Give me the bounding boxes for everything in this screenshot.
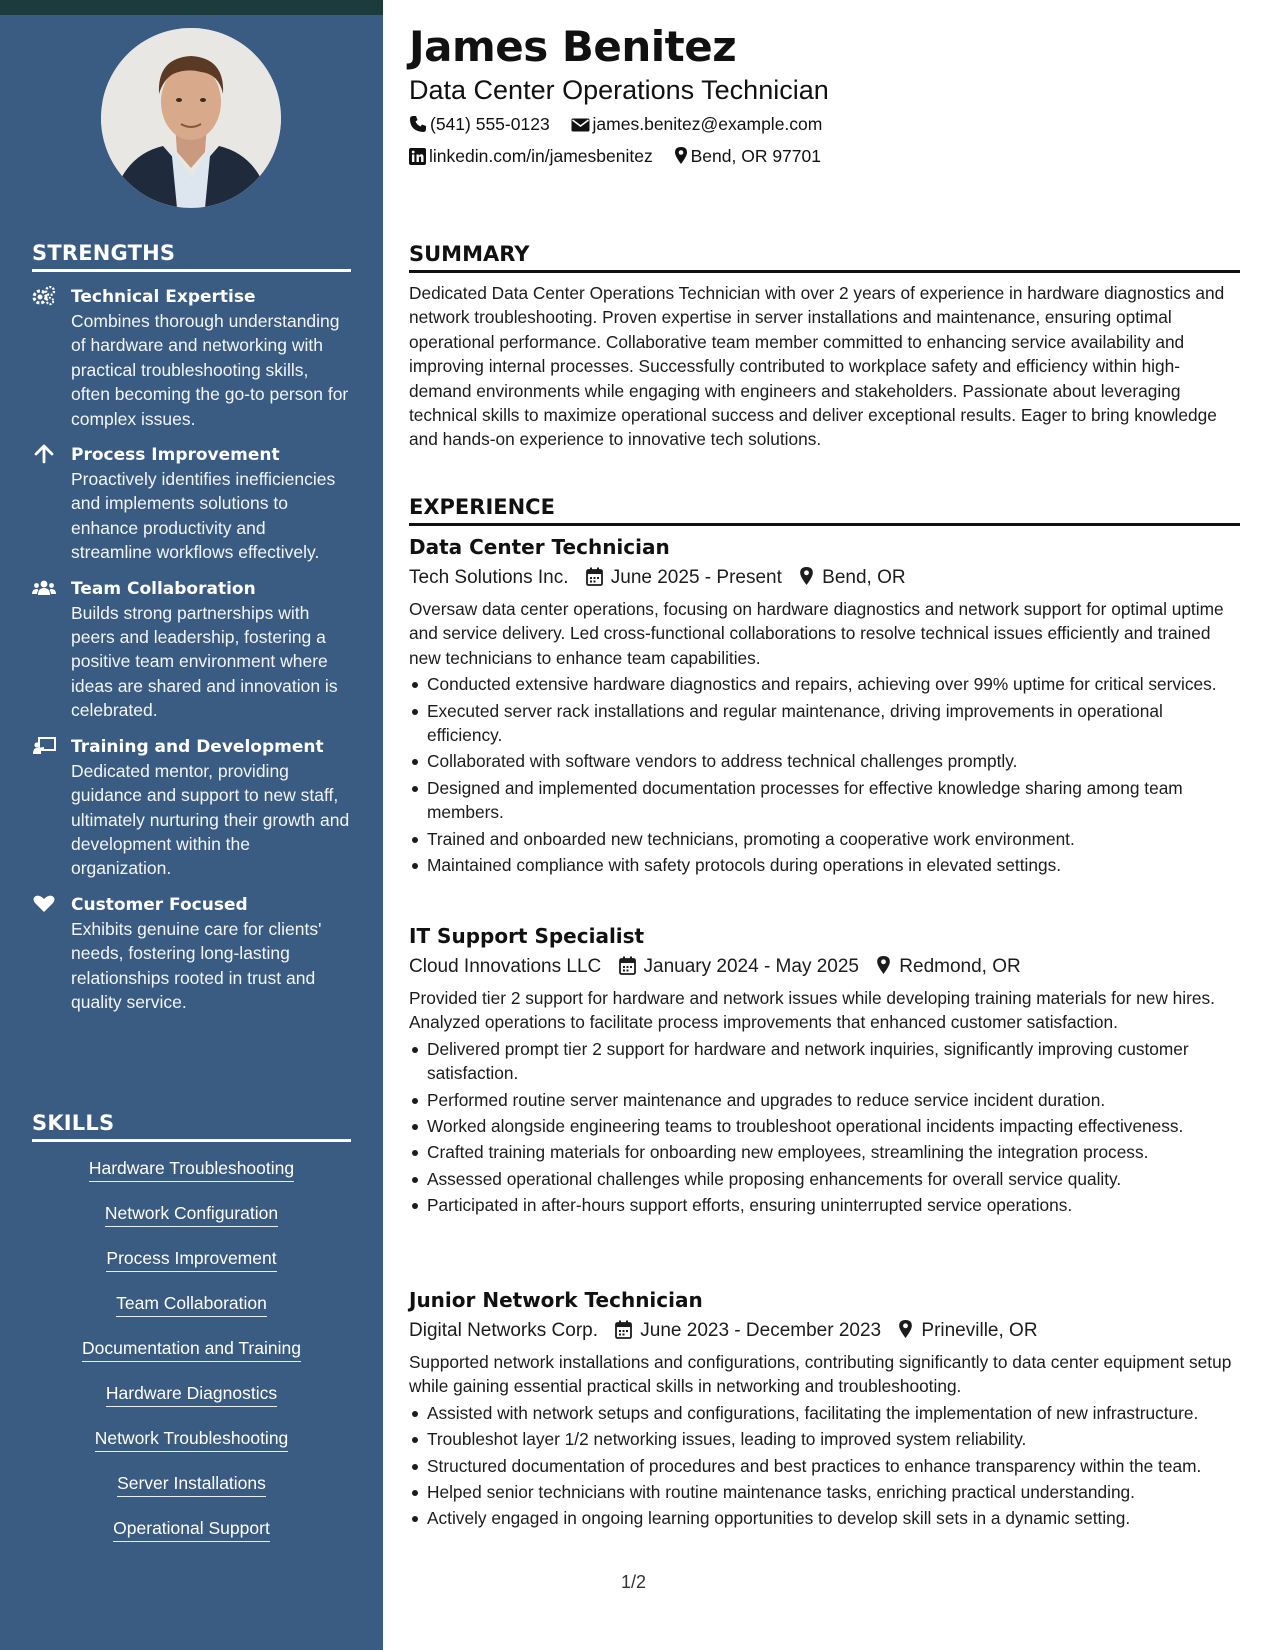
- job-entry: [409, 534, 1240, 877]
- sidebar-top-bar: [0, 0, 383, 15]
- job-location: Redmond, OR: [899, 956, 1021, 977]
- skills-section: [32, 1111, 351, 1561]
- strengths-heading: STRENGTHS: [32, 241, 351, 272]
- strength-description: Combines thorough understanding of hardware and networking with practical troubleshooting skills, often becoming the go-to person for complex issues.: [71, 311, 349, 429]
- skill-item: [32, 1471, 351, 1516]
- job-entry: [409, 923, 1240, 1218]
- job-entry: [409, 1287, 1240, 1531]
- teacher-board-icon: [32, 736, 56, 756]
- map-pin-icon: [898, 1319, 913, 1339]
- job-bullet: Structured documentation of procedures and best practices to enhance transparency within the team.: [409, 1454, 1240, 1478]
- job-dates-group: [586, 565, 782, 591]
- job-bullet: Worked alongside engineering teams to troubleshoot operational incidents impacting effectiveness.: [409, 1114, 1240, 1138]
- job-location-group: [799, 565, 905, 591]
- job-dates: January 2024 - May 2025: [643, 956, 859, 977]
- phone-contact: [409, 114, 550, 135]
- summary-text: Dedicated Data Center Operations Technician with over 2 years of experience in hardware diagnostics and network troubleshooting. Proven expertise in server installations and maintenance, ensuring optimal operational performance. Collaborative team member committed to enhancing service availability and improving internal processes. Successfully contributed to workplace safety and efficiency within high-demand environments while engaging with engineers and stakeholders. Passionate about leveraging technical skills to maximize operational success and deliver exceptional results. Eager to bring knowledge and hands-on experience to innovative tech solutions.: [409, 283, 1225, 450]
- map-pin-icon: [876, 955, 891, 975]
- strength-item: [32, 893, 351, 1015]
- job-location: Prineville, OR: [921, 1320, 1038, 1341]
- email-contact[interactable]: [571, 114, 823, 135]
- job-title: Junior Network Technician: [409, 1288, 703, 1312]
- map-pin-icon: [799, 566, 814, 586]
- contact-row: [409, 146, 837, 167]
- arrow-up-icon: [32, 444, 56, 464]
- strength-title: Process Improvement: [71, 445, 280, 466]
- job-bullet: Designed and implemented documentation processes for effective knowledge sharing among team members.: [409, 776, 1240, 825]
- job-dates-group: [615, 1318, 881, 1344]
- phone-icon: [409, 115, 427, 133]
- job-description: Provided tier 2 support for hardware and network issues while developing training materials for new hires. Analyzed operations to facilitate process improvements that enhanced customer satisfaction.: [409, 988, 1215, 1033]
- job-description: Supported network installations and configurations, contributing significantly to data center equipment setup while gaining essential practical skills in networking and troubleshooting.: [409, 1352, 1232, 1397]
- job-location: Bend, OR: [822, 567, 906, 588]
- skill-item: [32, 1201, 351, 1246]
- contact-row: [409, 114, 838, 135]
- job-bullet: Crafted training materials for onboarding new employees, streamlining the integration process.: [409, 1140, 1240, 1164]
- gears-icon: [32, 286, 56, 306]
- strength-item: [32, 577, 351, 723]
- strength-description: Proactively identifies inefficiencies and implements solutions to enhance productivity and streamline workflows effectively.: [71, 469, 336, 563]
- phone-text: (541) 555-0123: [430, 114, 550, 134]
- strength-title: Customer Focused: [71, 894, 248, 915]
- profile-photo: [101, 28, 281, 208]
- linkedin-contact[interactable]: [409, 146, 653, 167]
- main-content: [409, 0, 1240, 1650]
- job-dates: June 2025 - Present: [610, 567, 782, 588]
- job-description: Oversaw data center operations, focusing on hardware diagnostics and network support for optimal uptime and service delivery. Led cross-functional collaborations to resolve technical issues efficiently and trained new technicians to enhance team capabilities.: [409, 599, 1224, 668]
- strength-description: Builds strong partnerships with peers and leadership, fostering a positive team environment where ideas are shared and innovation is celebrated.: [71, 602, 338, 721]
- job-bullet: Assisted with network setups and configurations, facilitating the implementation of new infrastructure.: [409, 1401, 1240, 1425]
- job-bullet: Maintained compliance with safety protocols during operations in elevated settings.: [409, 853, 1240, 877]
- skill-label: Operational Support: [113, 1516, 270, 1542]
- job-dates: June 2023 - December 2023: [640, 1320, 882, 1341]
- job-bullet: Actively engaged in ongoing learning opportunities to develop skill sets in a dynamic setting.: [409, 1506, 1240, 1530]
- linkedin-text[interactable]: linkedin.com/in/jamesbenitez: [429, 146, 653, 166]
- job-meta: [409, 1318, 1240, 1344]
- job-company: Tech Solutions Inc.: [409, 567, 569, 588]
- envelope-icon: [571, 117, 590, 133]
- calendar-icon: [586, 567, 603, 586]
- job-bullet: Helped senior technicians with routine maintenance tasks, enriching practical understanding.: [409, 1480, 1240, 1504]
- job-location-group: [898, 1318, 1037, 1344]
- skill-item: [32, 1516, 351, 1561]
- job-meta: [409, 954, 1240, 980]
- job-bullet: Assessed operational challenges while proposing enhancements for overall service quality.: [409, 1167, 1240, 1191]
- linkedin-icon: [409, 148, 426, 165]
- skill-item: [32, 1426, 351, 1471]
- experience-heading: EXPERIENCE: [409, 495, 1240, 526]
- strength-title: Technical Expertise: [71, 287, 256, 307]
- job-bullet-list: [409, 1401, 1240, 1531]
- candidate-title: Data Center Operations Technician: [409, 75, 829, 105]
- strength-title: Team Collaboration: [71, 578, 256, 599]
- skill-item: [32, 1381, 351, 1426]
- location-text: Bend, OR 97701: [690, 146, 821, 166]
- location-contact: [674, 146, 821, 167]
- page-number: 1/2: [621, 1572, 647, 1592]
- skill-label: Team Collaboration: [116, 1291, 267, 1317]
- skill-label: Network Troubleshooting: [95, 1426, 289, 1452]
- skill-label: Hardware Diagnostics: [106, 1381, 277, 1407]
- strength-description: Dedicated mentor, providing guidance and support to new staff, ultimately nurturing their growth and development within the organization.: [71, 760, 350, 879]
- skill-label: Hardware Troubleshooting: [89, 1156, 294, 1182]
- job-bullet: Performed routine server maintenance and upgrades to reduce service incident duration.: [409, 1088, 1240, 1112]
- strength-item: [32, 285, 351, 431]
- calendar-icon: [615, 1320, 632, 1339]
- skill-label: Server Installations: [117, 1471, 266, 1497]
- skill-item: [32, 1246, 351, 1291]
- sidebar: [0, 0, 383, 1650]
- skill-item: [32, 1156, 351, 1201]
- skill-item: [32, 1336, 351, 1381]
- calendar-icon: [619, 956, 636, 975]
- skill-label: Documentation and Training: [82, 1336, 301, 1362]
- skill-label: Network Configuration: [105, 1201, 278, 1227]
- job-title: IT Support Specialist: [409, 924, 645, 948]
- job-bullet: Troubleshot layer 1/2 networking issues, leading to improved system reliability.: [409, 1427, 1240, 1451]
- email-text[interactable]: james.benitez@example.com: [592, 114, 823, 134]
- job-bullet: Conducted extensive hardware diagnostics and repairs, achieving over 99% uptime for critical services.: [409, 672, 1240, 696]
- skills-list: [32, 1156, 351, 1561]
- strength-item: [32, 443, 351, 565]
- strengths-section: [32, 241, 351, 1014]
- job-bullet-list: [409, 672, 1240, 877]
- strength-title: Training and Development: [71, 736, 324, 757]
- skills-heading: SKILLS: [32, 1111, 351, 1142]
- job-bullet-list: [409, 1037, 1240, 1218]
- users-icon: [32, 578, 56, 598]
- job-company: Cloud Innovations LLC: [409, 956, 602, 977]
- job-bullet: Executed server rack installations and regular maintenance, driving improvements in operational efficiency.: [409, 699, 1240, 748]
- job-meta: [409, 565, 1240, 591]
- job-bullet: Collaborated with software vendors to address technical challenges promptly.: [409, 749, 1240, 773]
- skill-item: [32, 1291, 351, 1336]
- skill-label: Process Improvement: [106, 1246, 276, 1272]
- job-bullet: Trained and onboarded new technicians, promoting a cooperative work environment.: [409, 827, 1240, 851]
- job-title: Data Center Technician: [409, 535, 670, 559]
- job-location-group: [876, 954, 1020, 980]
- job-dates-group: [619, 954, 859, 980]
- job-bullet: Delivered prompt tier 2 support for hardware and network inquiries, significantly improving customer satisfaction.: [409, 1037, 1240, 1086]
- map-pin-icon: [674, 146, 688, 165]
- job-company: Digital Networks Corp.: [409, 1320, 598, 1341]
- candidate-name: James Benitez: [409, 22, 737, 71]
- strength-item: [32, 735, 351, 881]
- job-bullet: Participated in after-hours support efforts, ensuring uninterrupted service operations.: [409, 1193, 1240, 1217]
- strength-description: Exhibits genuine care for clients' needs, fostering long-lasting relationships rooted in trust and quality service.: [71, 918, 322, 1012]
- summary-heading: SUMMARY: [409, 242, 1240, 273]
- heart-icon: [32, 894, 56, 914]
